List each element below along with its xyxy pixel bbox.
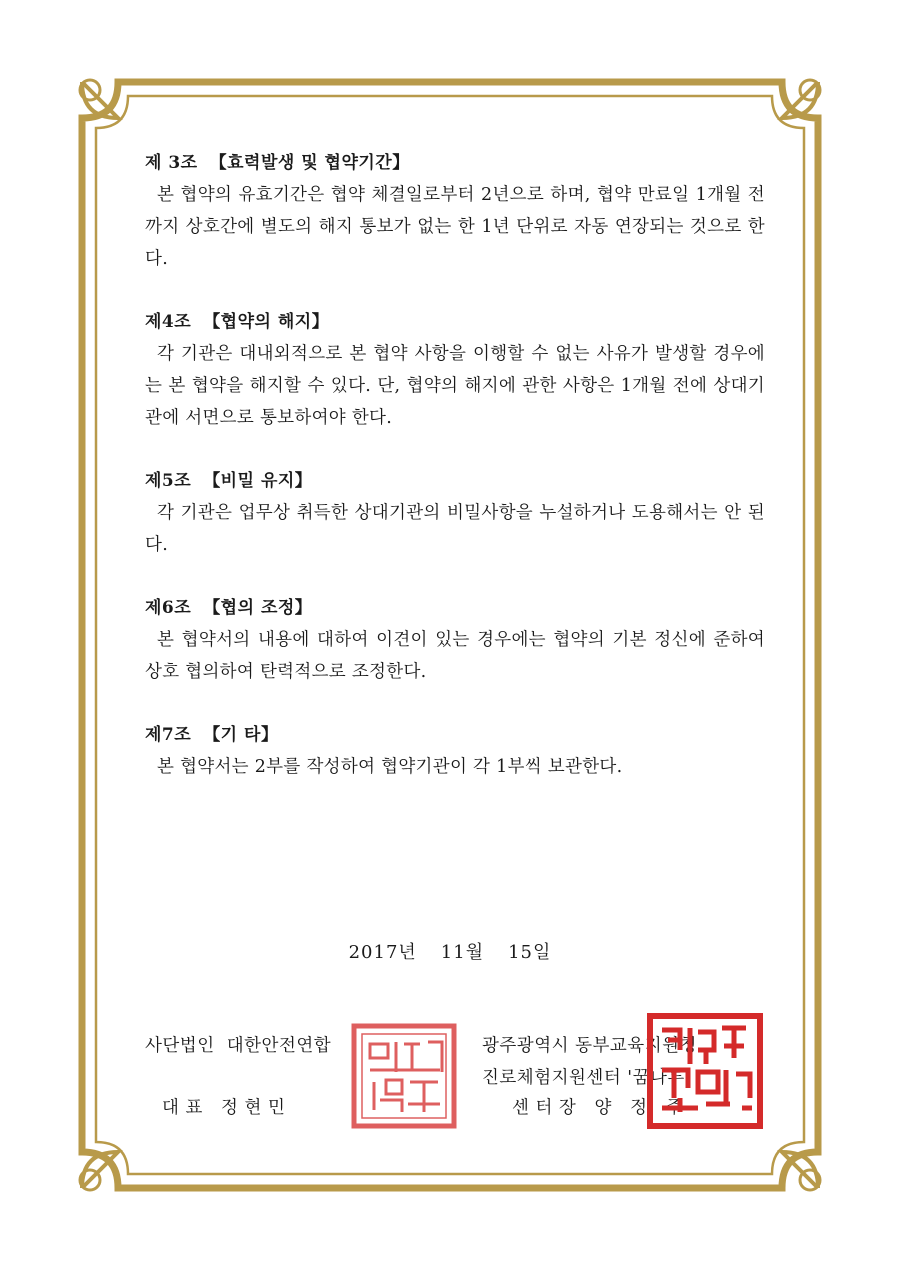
party-left-org: 사단법인 대한안전연합 [145, 1036, 332, 1056]
article-7 [145, 720, 765, 783]
article-6 [145, 593, 765, 688]
article-number: 제 3조 [145, 153, 198, 173]
article-title: 【협의 조정】 [203, 598, 313, 618]
article-number: 제5조 [145, 471, 192, 491]
right-official-seal [646, 1012, 764, 1130]
article-4 [145, 307, 765, 434]
party-right-center: 진로체험지원센터 '꿈나루' [482, 1068, 691, 1088]
article-title: 【기 타】 [203, 725, 279, 745]
article-number: 제4조 [145, 312, 192, 332]
article-body: 본 협약의 유효기간은 협약 체결일로부터 2년으로 하며, 협약 만료일 1개월 전까지 상호간에 별도의 해지 통보가 없는 한 1년 단위로 자동 연장되는 것으로 한다. [145, 185, 765, 269]
agreement-articles [145, 148, 765, 815]
date-month: 11월 [440, 942, 485, 963]
agreement-date [0, 938, 900, 964]
article-title: 【협약의 해지】 [203, 312, 330, 332]
article-number: 제6조 [145, 598, 192, 618]
party-left-rep: 대 표 정 현 민 [162, 1098, 286, 1118]
article-body: 본 협약서는 2부를 작성하여 협약기관이 각 1부씩 보관한다. [157, 757, 623, 777]
date-day: 15일 [508, 942, 552, 963]
article-3 [145, 148, 765, 275]
party-right-org: 광주광역시 동부교육지원청 [482, 1036, 697, 1056]
article-body: 각 기관은 업무상 취득한 상대기관의 비밀사항을 누설하거나 도용해서는 안 된다. [145, 503, 765, 555]
party-right-rep: 센 터 장 양 정 주 [512, 1098, 684, 1118]
article-number: 제7조 [145, 725, 192, 745]
article-body: 각 기관은 대내외적으로 본 협약 사항을 이행할 수 없는 사유가 발생할 경우에는 본 협약을 해지할 수 있다. 단, 협약의 해지에 관한 사항은 1개월 전에 상대기관에 서면으로 통보하여야 한다. [145, 344, 765, 428]
article-title: 【효력발생 및 협약기간】 [209, 153, 410, 173]
article-title: 【비밀 유지】 [203, 471, 313, 491]
article-body: 본 협약서의 내용에 대하여 이견이 있는 경우에는 협약의 기본 정신에 준하여 상호 협의하여 탄력적으로 조정한다. [145, 630, 765, 682]
date-year: 2017년 [348, 942, 417, 963]
article-5 [145, 466, 765, 561]
left-official-seal [350, 1022, 458, 1130]
